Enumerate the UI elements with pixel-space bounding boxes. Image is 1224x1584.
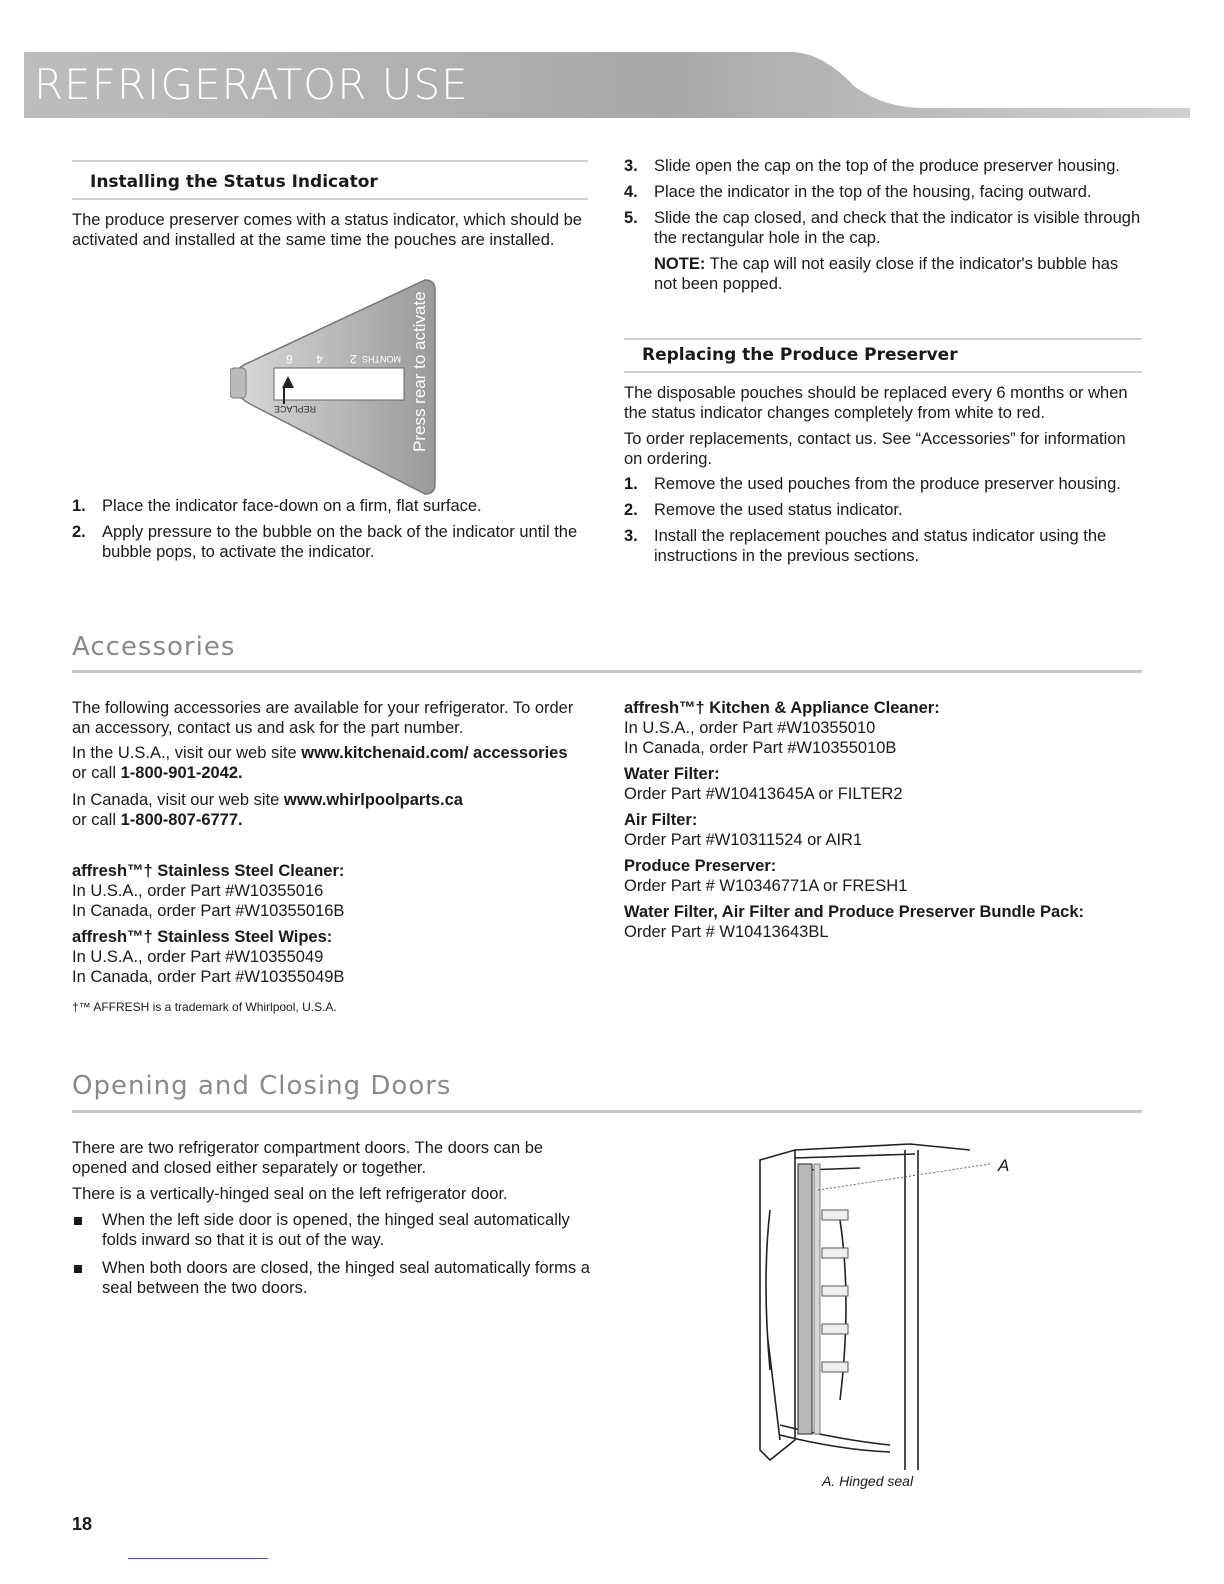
indicator-side-label-wrap [400, 288, 440, 468]
step-item [624, 182, 1144, 202]
accessory-item [624, 810, 1144, 850]
step-text: Place the indicator in the top of the housing, facing outward. [654, 183, 1092, 201]
usa-phone: 1-800-901-2042. [120, 764, 243, 782]
step-item [72, 522, 592, 562]
step-number: 3. [624, 157, 638, 175]
accessory-name: Air Filter: [624, 811, 698, 829]
accessory-item [624, 856, 1144, 896]
replacing-para2: To order replacements, contact us. See “Accessories” for information on ordering. [624, 430, 1126, 468]
divider [72, 160, 588, 162]
accessories-left-list [72, 861, 582, 987]
accessory-name: Produce Preserver: [624, 857, 777, 875]
replacing-steps [624, 474, 1144, 572]
step-text: Remove the used pouches from the produce preserver housing. [654, 475, 1121, 493]
replacing-para1: The disposable pouches should be replaced every 6 months or when the status indicator changes completely from white to red. [624, 384, 1128, 422]
step-text: Install the replacement pouches and status indicator using the instructions in the previous sections. [654, 527, 1107, 565]
canada-phone: 1-800-807-6777. [120, 811, 243, 829]
accessory-item [624, 698, 1144, 758]
divider [624, 338, 1142, 340]
divider [624, 371, 1142, 373]
doors-para2: There is a vertically-hinged seal on the left refrigerator door. [72, 1185, 508, 1203]
accessory-part: Order Part # W10346771A or FRESH1 [624, 877, 908, 895]
accessories-intro: The following accessories are available for your refrigerator. To order an accessory, contact us and ask for the part number. [72, 699, 574, 737]
step-text: Remove the used status indicator. [654, 501, 903, 519]
accessory-item [624, 902, 1144, 942]
accessory-part: In Canada, order Part #W10355010B [624, 739, 897, 757]
accessory-item [72, 927, 582, 987]
page-number: 18 [72, 1514, 93, 1534]
step-item [624, 526, 1144, 566]
replacing-heading: Replacing the Produce Preserver [642, 345, 958, 365]
step-text: Place the indicator face-down on a firm, flat surface. [102, 497, 482, 515]
step-item [624, 474, 1144, 494]
usa-text: or call [72, 764, 121, 782]
accessory-name: Water Filter, Air Filter and Produce Preserver Bundle Pack: [624, 903, 1085, 921]
figure-callout-a: A [998, 1156, 1010, 1175]
step-text: Slide the cap closed, and check that the indicator is visible through the rectangular hole in the cap. [654, 209, 1141, 247]
divider [72, 1110, 1142, 1113]
accessories-usa [72, 743, 582, 783]
refrigerator-door-illustration [740, 1140, 1000, 1470]
bullet-icon [72, 1210, 102, 1250]
list-item [72, 1258, 592, 1298]
status-indicator-heading: Installing the Status Indicator [90, 172, 378, 192]
canada-text: or call [72, 811, 121, 829]
indicator-mark: 4 [316, 352, 323, 366]
step-number: 1. [72, 497, 86, 515]
step-number: 4. [624, 183, 638, 201]
doors-bullets [72, 1210, 592, 1306]
step-number: 3. [624, 527, 638, 545]
accessories-canada [72, 790, 582, 830]
accessory-name: Water Filter: [624, 765, 720, 783]
accessory-part: In U.S.A., order Part #W10355016 [72, 882, 324, 900]
step-text: Apply pressure to the bubble on the back of the indicator until the bubble pops, to activate the indicator. [102, 523, 578, 561]
step-item [72, 496, 592, 516]
step-number: 2. [624, 501, 638, 519]
step-item [624, 156, 1144, 176]
step-number: 2. [72, 523, 86, 541]
accessories-title: Accessories [72, 632, 236, 662]
divider [72, 198, 588, 200]
accessory-name: affresh™† Kitchen & Appliance Cleaner: [624, 699, 940, 717]
note [624, 254, 1144, 294]
usa-text: In the U.S.A., visit our web site [72, 744, 302, 762]
divider [72, 670, 1142, 673]
indicator-mark: 2 [350, 352, 357, 366]
step-number: 5. [624, 209, 638, 227]
accessory-part: Order Part #W10311524 or AIR1 [624, 831, 863, 849]
status-steps-left [72, 496, 592, 568]
bullet-text: When both doors are closed, the hinged seal automatically forms a seal between the two doors. [102, 1259, 590, 1297]
bullet-text: When the left side door is opened, the hinged seal automatically folds inward so that it is out of the way. [102, 1211, 570, 1249]
accessory-part: In U.S.A., order Part #W10355049 [72, 948, 324, 966]
trademark-note: †™ AFFRESH is a trademark of Whirlpool, U.S.A. [72, 1000, 337, 1014]
figure-caption: A. Hinged seal [822, 1473, 914, 1489]
indicator-replace-label: REPLACE [274, 404, 317, 414]
accessories-right-list [624, 698, 1144, 942]
indicator-side-label: Press rear to activate [410, 291, 429, 452]
divider [128, 1558, 268, 1559]
status-steps-right [624, 156, 1144, 300]
note-label: NOTE: [654, 255, 706, 273]
step-item [624, 208, 1144, 248]
accessory-item [624, 764, 1144, 804]
accessory-name: affresh™† Stainless Steel Cleaner: [72, 862, 345, 880]
bullet-icon [72, 1258, 102, 1298]
accessory-part: In Canada, order Part #W10355016B [72, 902, 345, 920]
step-item [624, 500, 1144, 520]
accessory-part: In Canada, order Part #W10355049B [72, 968, 345, 986]
indicator-mark: 6 [286, 352, 293, 366]
accessory-part: Order Part #W10413645A or FILTER2 [624, 785, 903, 803]
accessory-name: affresh™† Stainless Steel Wipes: [72, 928, 333, 946]
accessory-part: In U.S.A., order Part #W10355010 [624, 719, 876, 737]
doors-para1: There are two refrigerator compartment doors. The doors can be opened and closed either separately or together. [72, 1139, 544, 1177]
canada-text: In Canada, visit our web site [72, 791, 284, 809]
step-text: Slide open the cap on the top of the produce preserver housing. [654, 157, 1120, 175]
note-text: The cap will not easily close if the indicator's bubble has not been popped. [654, 255, 1119, 293]
list-item [72, 1210, 592, 1250]
status-indicator-intro: The produce preserver comes with a status indicator, which should be activated and installed at the same time the pouches are installed. [72, 211, 582, 249]
page-section-title: REFRIGERATOR USE [34, 60, 469, 109]
accessory-part: Order Part # W10413643BL [624, 923, 829, 941]
indicator-months-label: MONTHS [362, 354, 401, 364]
doors-title: Opening and Closing Doors [72, 1071, 452, 1101]
usa-website-link[interactable]: www.kitchenaid.com/ accessories [301, 744, 568, 762]
step-number: 1. [624, 475, 638, 493]
accessory-item [72, 861, 582, 921]
canada-website-link[interactable]: www.whirlpoolparts.ca [283, 791, 463, 809]
